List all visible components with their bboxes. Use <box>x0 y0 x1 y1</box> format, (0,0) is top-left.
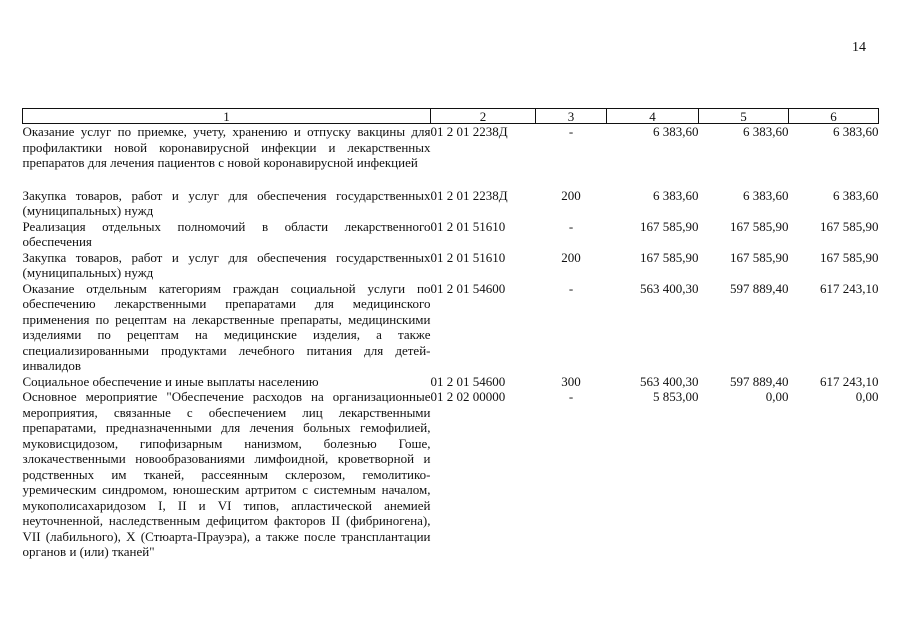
row-name: Социальное обеспечение и иные выплаты населению <box>22 373 319 389</box>
row-value-1: 563 400,30 <box>640 280 699 296</box>
row-expense-type: 200 <box>561 249 581 265</box>
row-name: Закупка товаров, работ и услуг для обеспечения государственных (муниципальных) нужд <box>22 249 431 280</box>
row-value-3: 6 383,60 <box>833 124 879 139</box>
table-row <box>23 124 879 171</box>
row-name: Основное мероприятие "Обеспечение расходов на организационные мероприятия, связанные с обеспечением лиц лекарственными препаратами, предназначенными для лечения больных гемофилией, муковисцидозом, гипофизарным нанизмом, болезнью Гоше, злокачественными новообразованиями лимфоидной, кроветворной и родственных им тканей, рассеянным склерозом, гемолитико-уремическим синдромом, юношеским артритом с системным началом, мукополисахаридозом I, II и VI типов, апластической анемией неуточненной, наследственным дефицитом факторов II (фибриногена), VII (лабильного), X (Стюарта-Прауэра), а также после трансплантации органов и (или) тканей" <box>22 389 431 559</box>
table-row <box>23 389 879 560</box>
column-header-4: 4 <box>607 109 699 124</box>
row-code: 01 2 01 51610 <box>430 249 506 265</box>
row-value-1: 167 585,90 <box>640 249 699 265</box>
row-expense-type: 200 <box>561 187 581 203</box>
row-code: 01 2 01 54600 <box>430 280 506 296</box>
column-header-1: 1 <box>23 109 431 124</box>
row-expense-type: - <box>568 389 574 404</box>
row-value-2: 167 585,90 <box>730 249 789 265</box>
page-number: 14 <box>852 40 866 55</box>
row-value-1: 5 853,00 <box>653 389 699 404</box>
row-code: 01 2 02 00000 <box>430 389 506 404</box>
row-name: Закупка товаров, работ и услуг для обеспечения государственных (муниципальных) нужд <box>22 187 431 218</box>
column-header-3: 3 <box>536 109 607 124</box>
row-value-2: 597 889,40 <box>730 373 789 389</box>
row-expense-type: - <box>568 124 574 139</box>
row-value-1: 563 400,30 <box>640 373 699 389</box>
row-value-3: 0,00 <box>855 389 879 404</box>
row-value-2: 6 383,60 <box>743 187 789 203</box>
table-row <box>23 219 879 250</box>
row-name: Реализация отдельных полномочий в области лекарственного обеспечения <box>22 218 431 249</box>
row-spacer <box>23 171 879 188</box>
row-expense-type: 300 <box>561 373 581 389</box>
row-value-2: 6 383,60 <box>743 124 789 139</box>
row-code: 01 2 01 51610 <box>430 218 506 234</box>
row-value-3: 617 243,10 <box>820 373 879 389</box>
column-header-5: 5 <box>699 109 789 124</box>
table-row <box>23 250 879 281</box>
row-value-3: 167 585,90 <box>820 218 879 234</box>
row-code: 01 2 01 2238Д <box>430 124 508 139</box>
table-row <box>23 188 879 219</box>
row-value-1: 6 383,60 <box>653 124 699 139</box>
row-expense-type: - <box>568 280 574 296</box>
row-value-2: 597 889,40 <box>730 280 789 296</box>
row-value-1: 6 383,60 <box>653 187 699 203</box>
row-code: 01 2 01 54600 <box>430 373 506 389</box>
row-value-3: 6 383,60 <box>833 187 879 203</box>
row-expense-type: - <box>568 218 574 234</box>
row-value-3: 167 585,90 <box>820 249 879 265</box>
row-value-2: 167 585,90 <box>730 218 789 234</box>
table-row <box>23 281 879 374</box>
budget-table <box>22 108 879 560</box>
header-row <box>23 109 879 124</box>
row-value-2: 0,00 <box>765 389 789 404</box>
column-header-6: 6 <box>789 109 879 124</box>
column-header-2: 2 <box>431 109 536 124</box>
row-name: Оказание услуг по приемке, учету, хранению и отпуску вакцины для профилактики новой коронавирусной инфекции и лекарственных препаратов для лечения пациентов с новой коронавирусной инфекцией <box>22 124 431 170</box>
row-name: Оказание отдельным категориям граждан социальной услуги по обеспечению лекарственными препаратами для медицинского применения по рецептам на лекарственные препараты, медицинскими изделиями по рецептам на медицинские изделия, а также специализированными продуктами лечебного питания для детей-инвалидов <box>22 280 431 373</box>
row-value-3: 617 243,10 <box>820 280 879 296</box>
table-row <box>23 374 879 390</box>
row-code: 01 2 01 2238Д <box>430 187 508 203</box>
row-value-1: 167 585,90 <box>640 218 699 234</box>
